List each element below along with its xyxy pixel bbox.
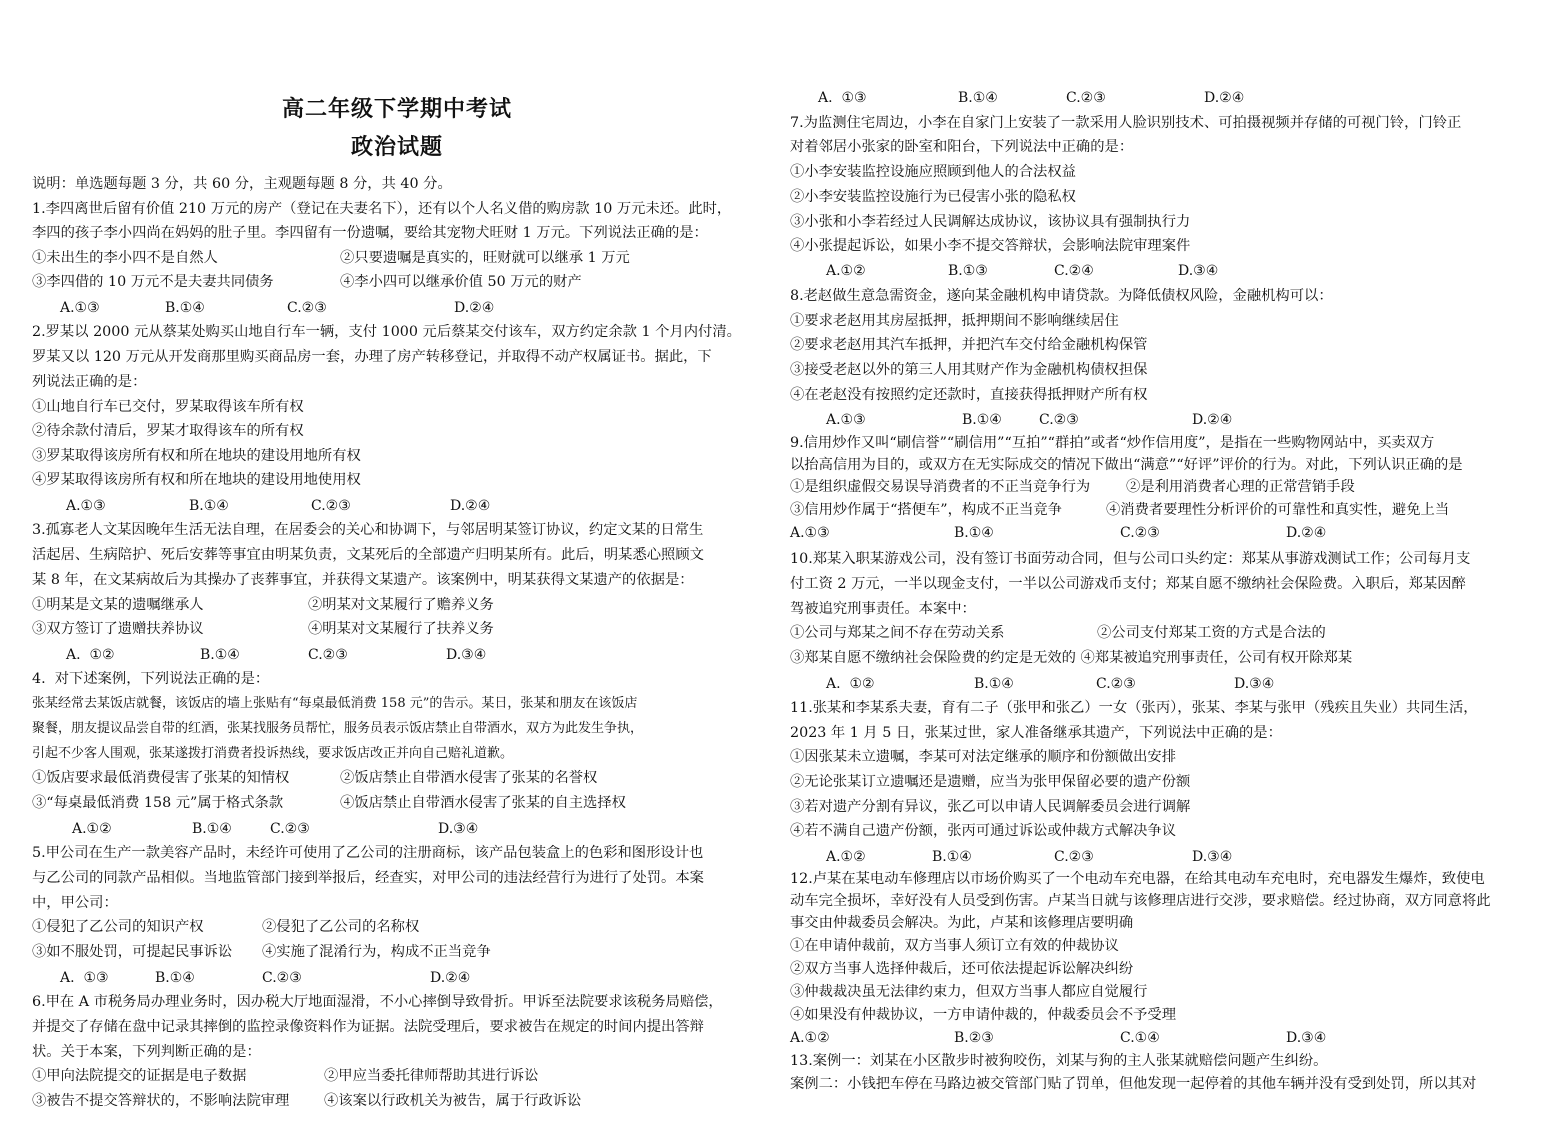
q2-option: ①山地自行车已交付，罗某取得该车所有权 (32, 399, 304, 415)
instructions: 说明：单选题每题 3 分，共 60 分，主观题每题 8 分，共 40 分。 (32, 176, 452, 192)
q6-stem-line: 6.甲在 A 市税务局办理业务时，因办税大厅地面湿滑，不小心摔倒导致骨折。甲诉至法院要求该税务局赔偿， (32, 994, 723, 1010)
choice-c: C.②③ (1096, 676, 1136, 692)
q5-option: ③如不服处罚，可提起民事诉讼 (32, 944, 233, 960)
q10-stem-line: 10.郑某入职某游戏公司，没有签订书面劳动合同，但与公司口头约定：郑某从事游戏测试工作；公司每月支 (790, 551, 1471, 567)
q8-stem-line: 8.老赵做生意急需资金，遂向某金融机构申请贷款。为降低债权风险，金融机构可以： (790, 288, 1333, 304)
choice-d: D.②④ (1204, 90, 1245, 106)
choice-a: A.①② (826, 263, 866, 279)
q12-stem-line: 动车完全损坏，幸好没有人员受到伤害。卢某当日就与该修理店进行交涉，要求赔偿。经过协商，双方同意将此 (790, 893, 1491, 909)
q2-option: ③罗某取得该房所有权和所在地块的建设用地所有权 (32, 448, 361, 464)
q7-option: ③小张和小李若经过人民调解达成协议，该协议具有强制执行力 (790, 214, 1191, 230)
exam-subtitle: 政治试题 (350, 134, 443, 160)
q10-option: ②公司支付郑某工资的方式是合法的 (1097, 625, 1326, 641)
choice-b: B.②③ (954, 1030, 994, 1046)
q5-option: ①侵犯了乙公司的知识产权 (32, 919, 204, 935)
q12-stem-line: 12.卢某在某电动车修理店以市场价购买了一个电动车充电器，在给其电动车充电时，充电器发生爆炸，致使电 (790, 871, 1485, 887)
q4-option: ①饭店要求最低消费侵害了张某的知情权 (32, 770, 290, 786)
q1-option: ②只要遗嘱是真实的，旺财就可以继承 1 万元 (340, 250, 630, 266)
choice-c: C.②③ (1054, 849, 1094, 865)
q11-option: ③若对遗产分割有异议，张乙可以申请人民调解委员会进行调解 (790, 799, 1191, 815)
q2-option: ④罗某取得该房所有权和所在地块的建设用地使用权 (32, 472, 361, 488)
q11-option: ④若不满自己遗产份额，张丙可通过诉讼或仲裁方式解决争议 (790, 823, 1177, 839)
q10-stem-line: 驾被追究刑事责任。本案中： (790, 601, 976, 617)
choice-d: D.②④ (454, 300, 495, 316)
choice-d: D.③④ (446, 647, 487, 663)
choice-d: D.③④ (1192, 849, 1233, 865)
q9-option: ③信用炒作属于“搭便车”，构成不正当竞争 (790, 502, 1062, 518)
choice-a: A.①③ (826, 412, 866, 428)
q1-option: ④李小四可以继承价值 50 万元的财产 (340, 274, 582, 290)
q9-stem-line: 以抬高信用为目的，或双方在无实际成交的情况下做出“满意”“好评”评价的行为。对此，下列认识正确的是 (790, 457, 1463, 473)
choice-c: C.②③ (1066, 90, 1106, 106)
choice-c: C.②④ (1054, 263, 1094, 279)
q10-stem-line: 付工资 2 万元，一半以现金支付，一半以公司游戏币支付；郑某自愿不缴纳社会保险费。入职后，郑某因醉 (790, 576, 1466, 592)
choice-d: D.②④ (1192, 412, 1233, 428)
q5-option: ④实施了混淆行为，构成不正当竞争 (262, 944, 491, 960)
choice-c: C.②③ (1039, 412, 1079, 428)
choice-c: C.②③ (262, 970, 302, 986)
q4-option: ②饭店禁止自带酒水侵害了张某的名誉权 (340, 770, 598, 786)
q9-option: ②是利用消费者心理的正常营销手段 (1126, 479, 1355, 495)
q10-option: ①公司与郑某之间不存在劳动关系 (790, 625, 1005, 641)
q2-stem-line: 罗某又以 120 万元从开发商那里购买商品房一套，办理了房产转移登记，并取得不动产权属证书。据此，下 (32, 349, 712, 365)
choice-b: B.①③ (948, 263, 988, 279)
q12-stem-line: 事交由仲裁委员会解决。为此，卢某和该修理店要明确 (790, 915, 1134, 931)
q12-option: ④如果没有仲裁协议，一方申请仲裁的，仲裁委员会不予受理 (790, 1007, 1177, 1023)
q4-case-line: 张某经常去某饭店就餐，该饭店的墙上张贴有“每桌最低消费 158 元”的告示。某日，张某和朋友在该饭店 (32, 696, 638, 711)
q4-option: ③“每桌最低消费 158 元”属于格式条款 (32, 795, 284, 811)
choice-b: B.①④ (155, 970, 195, 986)
q5-option: ②侵犯了乙公司的名称权 (262, 919, 420, 935)
choice-b: B.①④ (192, 821, 232, 837)
q5-stem-line: 与乙公司的同款产品相似。当地监管部门接到举报后，经查实，对甲公司的违法经营行为进行了处罚。本案 (32, 870, 704, 886)
q1-stem-line: 1.李四离世后留有价值 210 万元的房产（登记在夫妻名下），还有以个人名义借的购房款 10 万元未还。此时， (32, 201, 732, 217)
choice-c: C.②③ (308, 647, 348, 663)
choice-c: C.②③ (1120, 525, 1160, 541)
q4-case-line: 聚餐，朋友提议品尝自带的红酒，张某找服务员帮忙，服务员表示饭店禁止自带酒水，双方为此发生争执， (32, 721, 644, 736)
choice-a: A. ①② (66, 647, 115, 663)
q12-option: ③仲裁裁决虽无法律约束力，但双方当事人都应自觉履行 (790, 984, 1148, 1000)
choice-a: A. ①② (826, 676, 875, 692)
q3-stem-line: 某 8 年，在文某病故后为其操办了丧葬事宜，并获得文某遗产。该案例中，明某获得文某遗产的依据是： (32, 572, 694, 588)
q6-option: ④该案以行政机关为被告，属于行政诉讼 (324, 1093, 582, 1109)
choice-c: C.②③ (270, 821, 310, 837)
choice-d: D.②④ (1286, 525, 1327, 541)
choice-d: D.③④ (1178, 263, 1219, 279)
choice-d: D.③④ (1286, 1030, 1327, 1046)
choice-d: D.②④ (430, 970, 471, 986)
q8-option: ①要求老赵用其房屋抵押，抵押期间不影响继续居住 (790, 313, 1119, 329)
q9-option: ①是组织虚假交易误导消费者的不正当竞争行为 (790, 479, 1091, 495)
q7-option: ④小张提起诉讼，如果小李不提交答辩状，会影响法院审理案件 (790, 238, 1191, 254)
q3-option: ④明某对文某履行了扶养义务 (308, 621, 494, 637)
q4-stem-line: 4. 对下述案例，下列说法正确的是： (32, 671, 270, 687)
q11-option: ①因张某未立遗嘱，李某可对法定继承的顺序和份额做出安排 (790, 749, 1177, 765)
q1-stem-line: 李四的孩子李小四尚在妈妈的肚子里。李四留有一份遗嘱，要给其宠物犬旺财 1 万元。下列说法正确的是： (32, 225, 708, 241)
choice-b: B.①④ (189, 498, 229, 514)
q3-option: ①明某是文某的遗嘱继承人 (32, 597, 204, 613)
choice-a: A.①③ (60, 300, 100, 316)
q7-option: ①小李安装监控设施应照顾到他人的合法权益 (790, 164, 1076, 180)
choice-b: B.①④ (962, 412, 1002, 428)
q13-stem-line: 案例二：小钱把车停在马路边被交管部门贴了罚单，但他发现一起停着的其他车辆并没有受到处罚，所以其对 (790, 1076, 1477, 1092)
choice-d: D.③④ (1234, 676, 1275, 692)
choice-b: B.①④ (932, 849, 972, 865)
q12-option: ①在申请仲裁前，双方当事人须订立有效的仲裁协议 (790, 938, 1119, 954)
choice-b: B.①④ (200, 647, 240, 663)
q1-option: ③李四借的 10 万元不是夫妻共同债务 (32, 274, 274, 290)
q9-stem-line: 9.信用炒作又叫“刷信誉”“刷信用”“互拍”“群拍”或者“炒作信用度”，是指在一些购物网站中，买卖双方 (790, 435, 1435, 451)
q3-stem-line: 活起居、生病陪护、死后安葬等事宜由明某负责，文某死后的全部遗产归明某所有。此后，明某悉心照顾文 (32, 547, 704, 563)
q8-option: ④在老赵没有按照约定还款时，直接获得抵押财产所有权 (790, 387, 1148, 403)
q8-option: ③接受老赵以外的第三人用其财产作为金融机构债权担保 (790, 362, 1148, 378)
q6-option: ②甲应当委托律师帮助其进行诉讼 (324, 1068, 539, 1084)
q6-stem-line: 并提交了存储在盘中记录其摔倒的监控录像资料作为证据。法院受理后，要求被告在规定的时间内提出答辩 (32, 1019, 704, 1035)
choice-c: C.①④ (1120, 1030, 1160, 1046)
q8-option: ②要求老赵用其汽车抵押，并把汽车交付给金融机构保管 (790, 337, 1148, 353)
q7-stem-line: 对着邻居小张家的卧室和阳台，下列说法中正确的是： (790, 139, 1134, 155)
q6-option: ①甲向法院提交的证据是电子数据 (32, 1068, 247, 1084)
choice-a: A.①③ (66, 498, 106, 514)
choice-c: C.②③ (311, 498, 351, 514)
q11-stem-line: 11.张某和李某系夫妻，育有二子（张甲和张乙）一女（张丙），张某、李某与张甲（残疾且失业）共同生活， (790, 700, 1478, 716)
q4-option: ④饭店禁止自带酒水侵害了张某的自主选择权 (340, 795, 626, 811)
q3-stem-line: 3.孤寡老人文某因晚年生活无法自理，在居委会的关心和协调下，与邻居明某签订协议，约定文某的日常生 (32, 522, 704, 538)
q2-stem-line: 列说法正确的是： (32, 374, 147, 390)
exam-title: 高二年级下学期中考试 (281, 96, 512, 122)
q9-option: ④消费者要理性分析评价的可靠性和真实性，避免上当 (1106, 502, 1450, 518)
q2-stem-line: 2.罗某以 2000 元从蔡某处购买山地自行车一辆，支付 1000 元后蔡某交付该车，双方约定余款 1 个月内付清。 (32, 324, 741, 340)
q12-option: ②双方当事人选择仲裁后，还可依法提起诉讼解决纠纷 (790, 961, 1134, 977)
choice-a: A. ①③ (818, 90, 867, 106)
choice-a: A.①② (826, 849, 866, 865)
q10-option: ③郑某自愿不缴纳社会保险费的约定是无效的 ④郑某被追究刑事责任，公司有权开除郑某 (790, 650, 1353, 666)
choice-c: C.②③ (287, 300, 327, 316)
choice-b: B.①④ (954, 525, 994, 541)
choice-b: B.①④ (958, 90, 998, 106)
q2-option: ②待余款付清后，罗某才取得该车的所有权 (32, 423, 304, 439)
q6-option: ③被告不提交答辩状的，不影响法院审理 (32, 1093, 290, 1109)
choice-a: A.①② (790, 1030, 830, 1046)
q4-case-line: 引起不少客人围观，张某遂拨打消费者投诉热线，要求饭店改正并向自己赔礼道歉。 (32, 746, 514, 761)
q11-stem-line: 2023 年 1 月 5 日，张某过世，家人准备继承其遗产，下列说法中正确的是： (790, 725, 1282, 741)
q3-option: ②明某对文某履行了赡养义务 (308, 597, 494, 613)
q7-stem-line: 7.为监测住宅周边，小李在自家门上安装了一款采用人脸识别技术、可拍摄视频并存储的可视门铃，门铃正 (790, 115, 1462, 131)
choice-d: D.②④ (450, 498, 491, 514)
q6-stem-line: 状。关于本案，下列判断正确的是： (32, 1044, 261, 1060)
choice-b: B.①④ (165, 300, 205, 316)
q5-stem-line: 中，甲公司： (32, 895, 118, 911)
q5-stem-line: 5.甲公司在生产一款美容产品时，未经许可使用了乙公司的注册商标，该产品包装盒上的色彩和图形设计也 (32, 845, 704, 861)
choice-a: A. ①③ (60, 970, 109, 986)
q3-option: ③双方签订了遗赠扶养协议 (32, 621, 204, 637)
q1-option: ①未出生的李小四不是自然人 (32, 250, 218, 266)
q13-stem-line: 13.案例一：刘某在小区散步时被狗咬伤，刘某与狗的主人张某就赔偿问题产生纠纷。 (790, 1053, 1328, 1069)
q7-option: ②小李安装监控设施行为已侵害小张的隐私权 (790, 189, 1076, 205)
choice-a: A.①② (72, 821, 112, 837)
choice-d: D.③④ (438, 821, 479, 837)
choice-b: B.①④ (974, 676, 1014, 692)
q11-option: ②无论张某订立遗嘱还是遗赠，应当为张甲保留必要的遗产份额 (790, 774, 1191, 790)
choice-a: A.①③ (790, 525, 830, 541)
